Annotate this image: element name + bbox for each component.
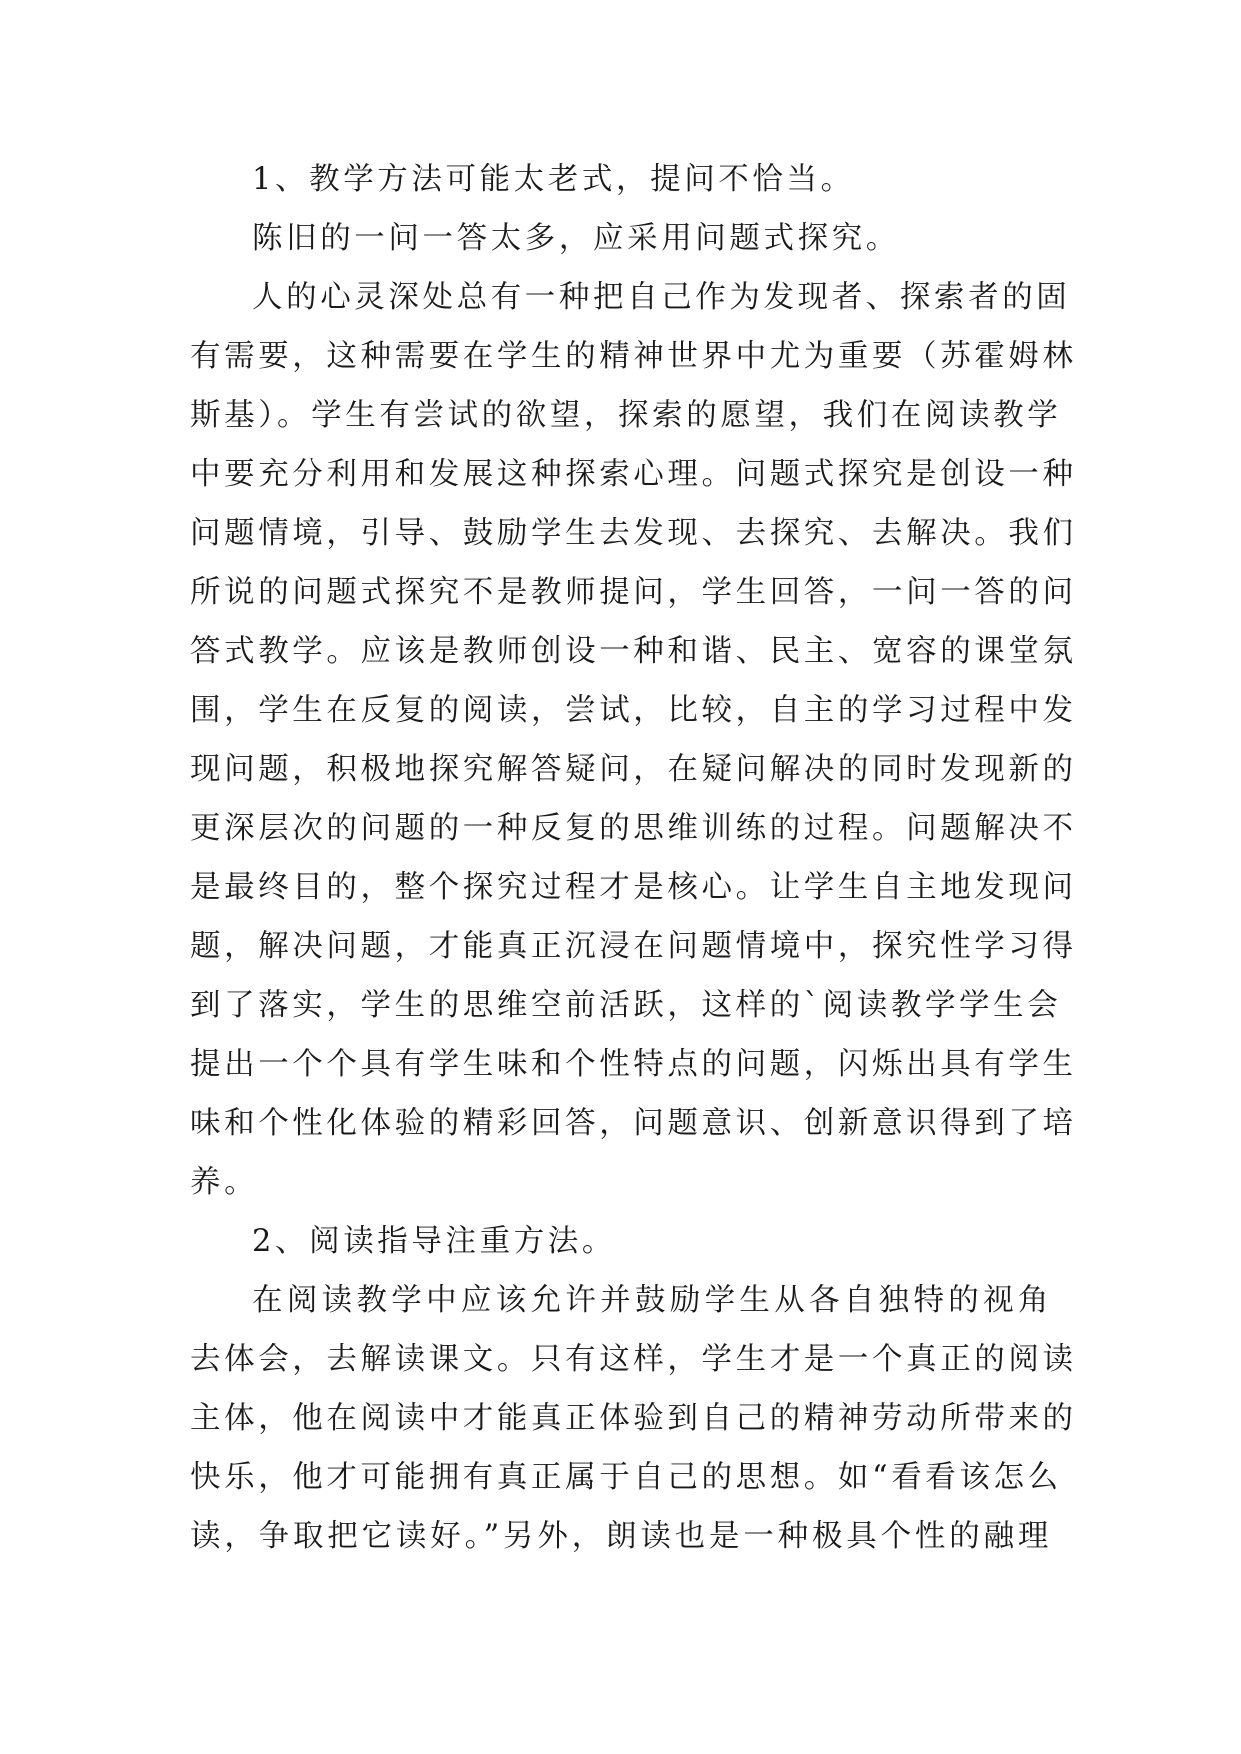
text-line: 题，解决问题，才能真正沉浸在问题情境中，探究性学习得: [190, 929, 1077, 964]
text-line: 2、阅读指导注重方法。: [252, 1224, 617, 1259]
text-line: 在阅读教学中应该允许并鼓励学生从各自独特的视角: [252, 1283, 1052, 1318]
text-line: 味和个性化体验的精彩回答，问题意识、创新意识得到了培: [190, 1106, 1077, 1141]
paragraph-exploration-detail: [190, 268, 1077, 1212]
text-line: 人的心灵深处总有一种把自己作为发现者、探索者的固: [252, 280, 1071, 315]
text-line: 去体会，去解读课文。只有这样，学生才是一个真正的阅读: [190, 1342, 1077, 1377]
text-line: 养。: [190, 1165, 259, 1200]
text-line: 斯基）。学生有尝试的欲望，探索的愿望，我们在阅读教学: [190, 398, 1062, 433]
paragraph-reading-method: [190, 1271, 1077, 1566]
text-line: 到了落实，学生的思维空前活跃，这样的`阅读教学学生会: [190, 988, 1062, 1023]
text-line: 有需要，这种需要在学生的精神世界中尤为重要（苏霍姆林: [190, 339, 1077, 374]
text-line: 答式教学。应该是教师创设一种和谐、民主、宽容的课堂氛: [190, 634, 1077, 669]
text-line: 中要充分利用和发展这种探索心理。问题式探究是创设一种: [190, 457, 1077, 492]
text-line: 现问题，积极地探究解答疑问，在疑问解决的同时发现新的: [190, 752, 1077, 787]
text-line: 提出一个个具有学生味和个性特点的问题，闪烁出具有学生: [190, 1047, 1077, 1082]
text-line: 快乐，他才可能拥有真正属于自己的思想。如“看看该怎么: [190, 1460, 1062, 1495]
text-line: 陈旧的一问一答太多，应采用问题式探究。: [252, 221, 900, 256]
text-line: 所说的问题式探究不是教师提问，学生回答，一问一答的问: [190, 575, 1077, 610]
paragraph-question-exploration: [190, 209, 1052, 268]
text-line: 围，学生在反复的阅读，尝试，比较，自主的学习过程中发: [190, 693, 1077, 728]
text-line: 1、教学方法可能太老式，提问不恰当。: [252, 162, 855, 197]
heading-reading-guidance: [190, 1212, 1052, 1271]
text-line: 问题情境，引导、鼓励学生去发现、去探究、去解决。我们: [190, 516, 1077, 551]
document-body: [190, 150, 1077, 1566]
text-line: 读，争取把它读好。”另外，朗读也是一种极具个性的融理: [190, 1519, 1052, 1554]
heading-teaching-method: [190, 150, 1052, 209]
text-line: 主体，他在阅读中才能真正体验到自己的精神劳动所带来的: [190, 1401, 1077, 1436]
text-line: 更深层次的问题的一种反复的思维训练的过程。问题解决不: [190, 811, 1077, 846]
text-line: 是最终目的，整个探究过程才是核心。让学生自主地发现问: [190, 870, 1077, 905]
